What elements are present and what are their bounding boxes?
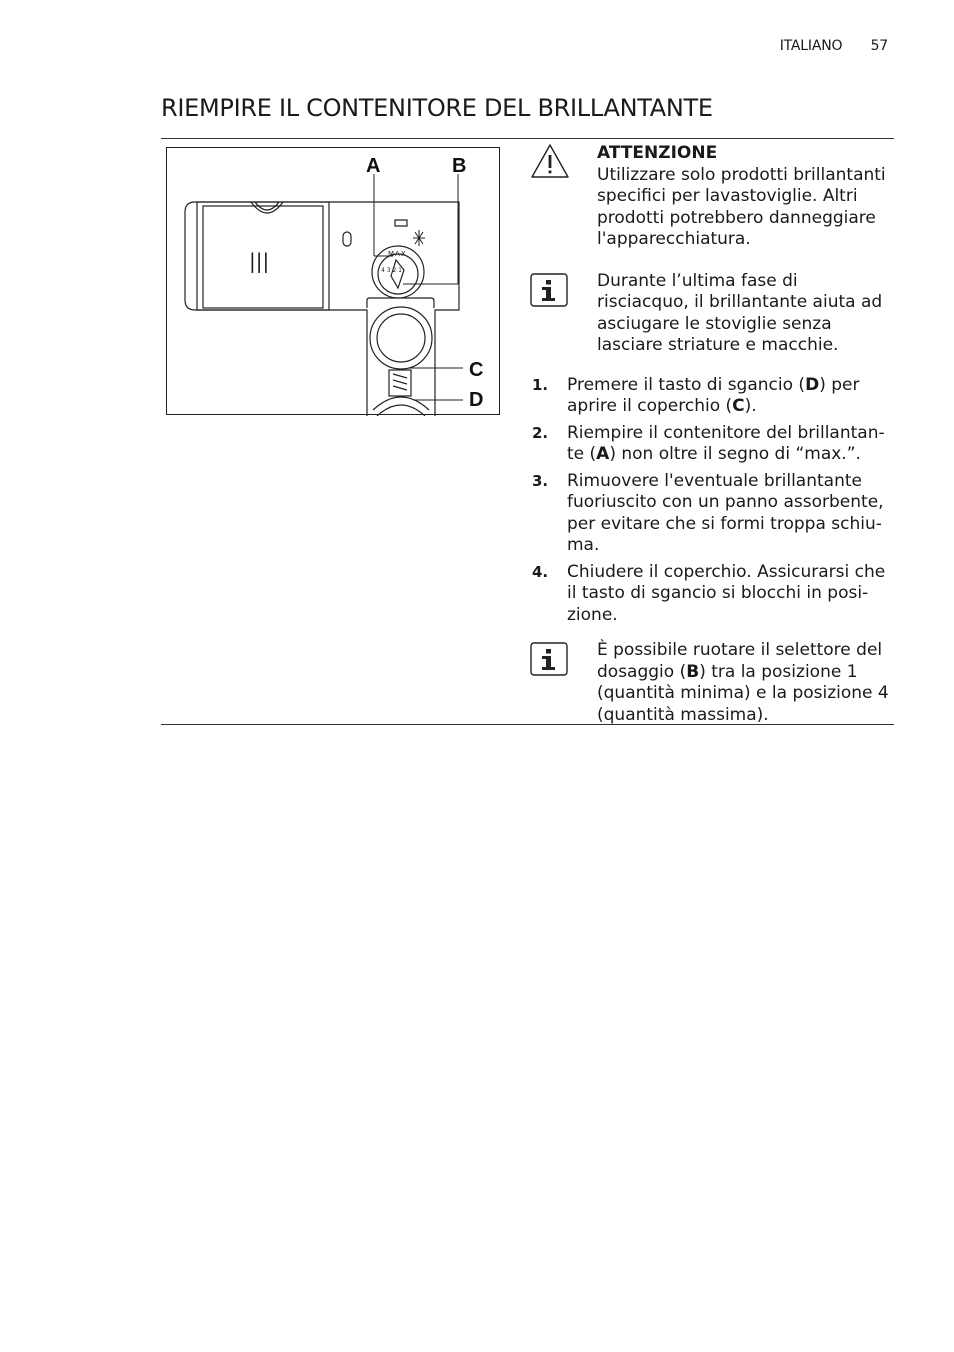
step-text: Chiudere il coperchio. Assicurarsi che il tasto di sgancio si blocchi in posi-zione. xyxy=(567,561,886,625)
language-label: ITALIANO xyxy=(779,38,843,54)
top-divider xyxy=(161,138,894,139)
callout-d: D xyxy=(469,389,484,411)
lid-marks: ||| xyxy=(249,249,270,273)
info-note-ref: B xyxy=(686,661,700,682)
info-note-rinse xyxy=(530,271,890,357)
dispenser-illustration xyxy=(167,148,501,416)
step-number: 2. xyxy=(532,423,549,442)
step-text: ). xyxy=(744,396,757,416)
step-text: Premere il tasto di sgancio ( xyxy=(567,374,806,395)
section-title: RIEMPIRE IL CONTENITORE DEL BRILLANTANTE xyxy=(161,94,713,122)
step-item xyxy=(530,562,890,627)
info-note-text: Durante l’ultima fase di risciacquo, il brillantante aiuta ad asciugare le stoviglie senza lasciare striature e macchie. xyxy=(597,270,883,355)
dial-max-label: MAX xyxy=(388,250,407,258)
info-note-text: È possibile ruotare il selettore del dosaggio ( xyxy=(597,640,883,682)
step-number: 3. xyxy=(532,471,549,490)
steps-list xyxy=(530,375,890,627)
callout-c: C xyxy=(469,359,484,381)
step-text: Rimuovere l'eventuale brillantante fuoriuscito con un panno assorbente, per evitare che si formi troppa schiu-ma. xyxy=(567,470,884,555)
step-item xyxy=(530,423,890,466)
warning-text: Utilizzare solo prodotti brillantanti specifici per lavastoviglie. Altri prodotti potrebbero danneggiare l'apparecchiatura. xyxy=(597,164,886,249)
page-number: 57 xyxy=(870,38,888,54)
info-icon xyxy=(530,273,570,314)
instructions-column xyxy=(530,143,890,726)
info-note-text: ) tra la posizione 1 (quantità minima) e la posizione 4 (quantità massima). xyxy=(597,661,889,725)
step-ref: D xyxy=(805,374,820,395)
callout-a: A xyxy=(366,155,381,177)
step-number: 4. xyxy=(532,562,549,581)
warning-title: ATTENZIONE xyxy=(597,143,718,163)
step-text: Riempire il contenitore del brillantan-te ( xyxy=(567,422,885,464)
dial-scale-label: 4 3 2 1 xyxy=(381,267,402,274)
step-number: 1. xyxy=(532,375,549,394)
step-ref: C xyxy=(732,396,745,416)
callout-b: B xyxy=(452,155,467,177)
rinse-aid-dispenser-figure xyxy=(166,147,500,415)
page-header xyxy=(780,38,888,54)
info-note-dosage xyxy=(530,640,890,726)
step-item xyxy=(530,375,890,418)
info-icon xyxy=(530,642,570,683)
warning-note xyxy=(530,143,890,251)
step-text: ) non oltre il segno di “max.”. xyxy=(609,444,861,464)
warning-triangle-icon xyxy=(530,143,570,186)
step-ref: A xyxy=(596,444,610,464)
bottom-divider xyxy=(161,724,894,725)
step-text: ) per aprire il coperchio ( xyxy=(567,374,860,416)
step-item xyxy=(530,471,890,557)
